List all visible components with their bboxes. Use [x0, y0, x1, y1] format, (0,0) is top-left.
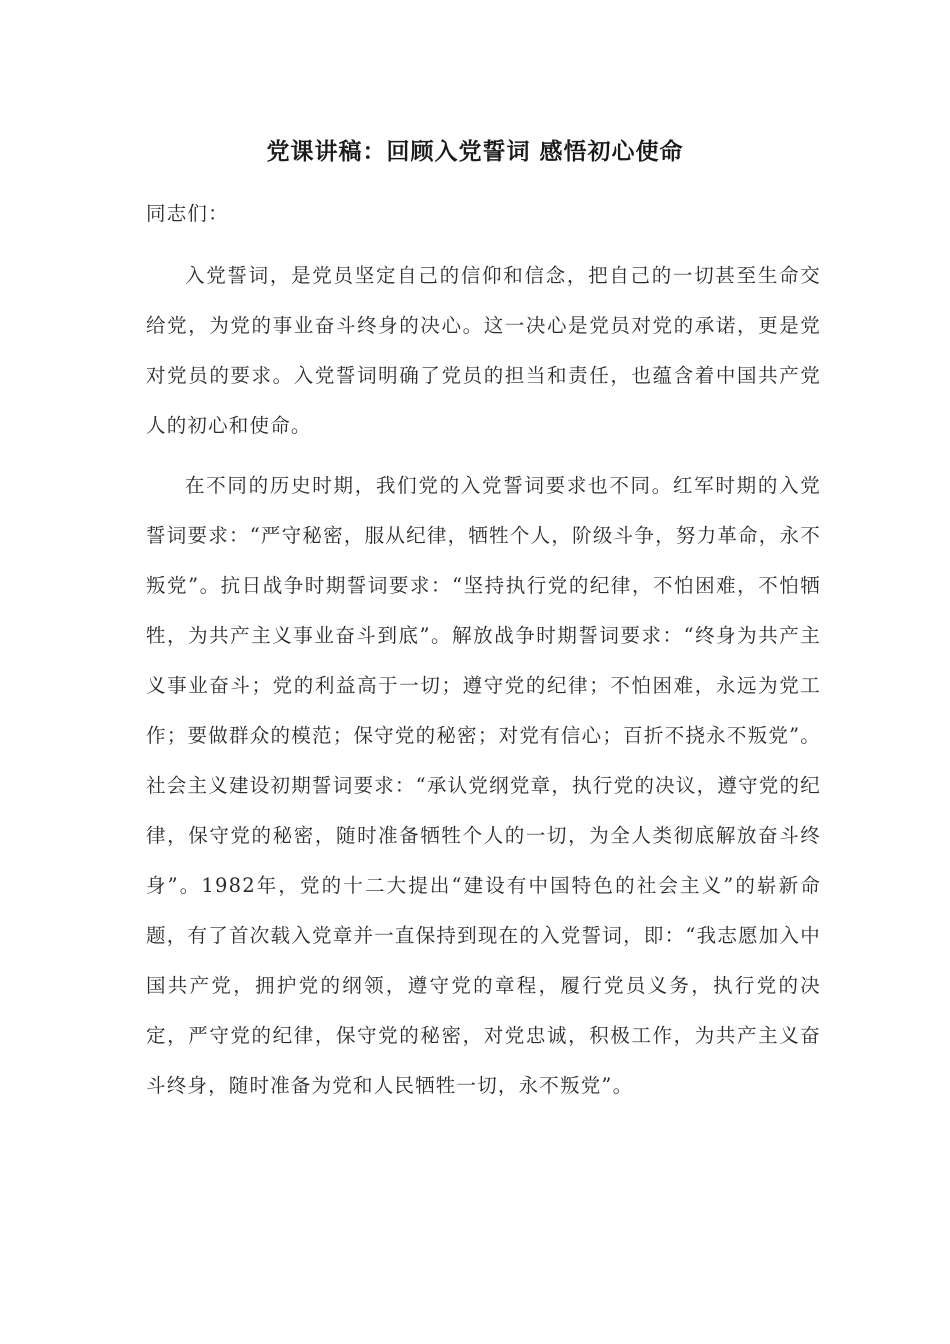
paragraph-1: 入党誓词，是党员坚定自己的信仰和信念，把自己的一切甚至生命交给党，为党的事业奋斗终身的决心。这一决心是党员对党的承诺，更是党对党员的要求。入党誓词明确了党员的担当和责任，也蕴含着中国共产党人的初心和使命。: [146, 264, 821, 437]
page-title: 党课讲稿：回顾入党誓词 感悟初心使命: [266, 138, 684, 165]
salutation: 同志们：: [146, 202, 229, 225]
paragraph-2: 在不同的历史时期，我们党的入党誓词要求也不同。红军时期的入党誓词要求：“严守秘密，服从纪律，牺牲个人，阶级斗争，努力革命，永不叛党”。抗日战争时期誓词要求：“坚持执行党的纪律，不怕困难，不怕牺牲，为共产主义事业奋斗到底”。解放战争时期誓词要求：“终身为共产主义事业奋斗；党的利益高于一切；遵守党的纪律；不怕困难，永远为党工作；要做群众的模范；保守党的秘密；对党有信心；百折不挠永不叛党”。社会主义建设初期誓词要求：“承认党纲党章，执行党的决议，遵守党的纪律，保守党的秘密，随时准备牺牲个人的一切，为全人类彻底解放奋斗终身”。1982年，党的十二大提出“建设有中国特色的社会主义”的崭新命题，有了首次载入党章并一直保持到现在的入党誓词，即：“我志愿加入中国共产党，拥护党的纲领，遵守党的章程，履行党员义务，执行党的决定，严守党的纪律，保守党的秘密，对党忠诚，积极工作，为共产主义奋斗终身，随时准备为党和人民牺牲一切，永不叛党”。: [146, 474, 821, 1097]
